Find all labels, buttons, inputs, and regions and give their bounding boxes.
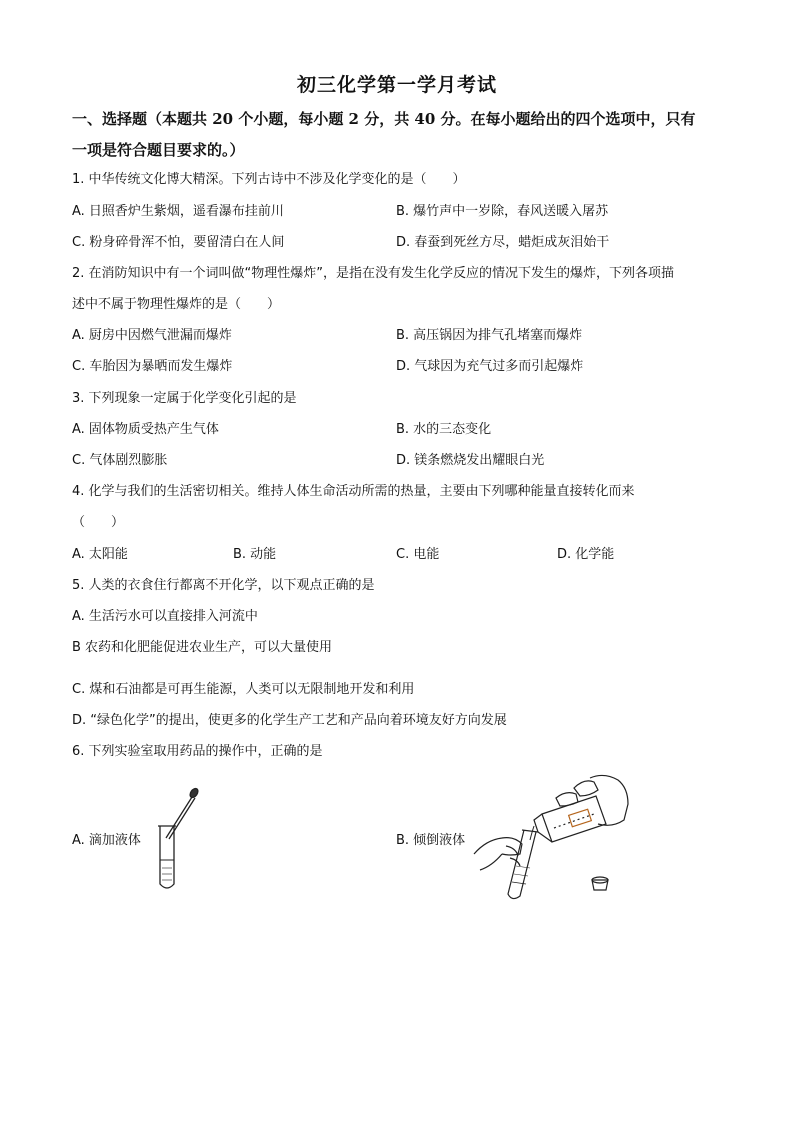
question-5-option-c: C. 煤和石油都是可再生能源，人类可以无限制地开发和利用 [72,682,415,697]
question-5-option-a: A. 生活污水可以直接排入河流中 [72,609,258,624]
pouring-liquid-figure [472,770,640,902]
question-3-option-b: B. 水的三态变化 [396,422,492,437]
question-4-option-c: C. 电能 [396,547,440,562]
question-3-stem: 3. 下列现象一定属于化学变化引起的是 [72,391,297,406]
question-3-option-d: D. 镁条燃烧发出耀眼白光 [396,453,545,468]
question-2-stem-line1: 2. 在消防知识中有一个词叫做“物理性爆炸”，是指在没有发生化学反应的情况下发生的爆炸，下列各项描 [72,266,675,281]
question-1-option-c: C. 粉身碎骨浑不怕，要留清白在人间 [72,235,285,250]
question-3-option-c: C. 气体剧烈膨胀 [72,453,168,468]
question-2-option-c: C. 车胎因为暴晒而发生爆炸 [72,359,233,374]
question-1-option-d: D. 春蚕到死丝方尽，蜡炬成灰泪始干 [396,235,610,250]
question-5-stem: 5. 人类的衣食住行都离不开化学，以下观点正确的是 [72,578,375,593]
question-6-option-a: A. 滴加液体 [72,833,141,848]
page-title: 初三化学第一学月考试 [296,74,497,96]
question-3-option-a: A. 固体物质受热产生气体 [72,422,219,437]
question-5-option-b: B 农药和化肥能促进农业生产，可以大量使用 [72,640,333,655]
question-2-option-b: B. 高压锅因为排气孔堵塞而爆炸 [396,328,583,343]
question-1-option-b: B. 爆竹声中一岁除，春风送暖入屠苏 [396,204,609,219]
question-4-option-b: B. 动能 [233,547,277,562]
dropper-test-tube-figure [150,786,200,892]
question-2-option-a: A. 厨房中因燃气泄漏而爆炸 [72,328,232,343]
section-heading-line1: 一、选择题（本题共 20 个小题，每小题 2 分，共 40 分。在每小题给出的四个选项中，只有 [72,110,696,128]
question-6-stem: 6. 下列实验室取用药品的操作中，正确的是 [72,744,323,759]
question-4-stem-line1: 4. 化学与我们的生活密切相关。维持人体生命活动所需的热量，主要由下列哪种能量直接转化而来 [72,484,635,499]
question-2-option-d: D. 气球因为充气过多而引起爆炸 [396,359,584,374]
question-4-option-a: A. 太阳能 [72,547,128,562]
question-1-option-a: A. 日照香炉生紫烟，遥看瀑布挂前川 [72,204,284,219]
question-6-option-b: B. 倾倒液体 [396,833,466,848]
section-heading-line2: 一项是符合题目要求的。） [72,141,245,159]
question-1-stem: 1. 中华传统文化博大精深。下列古诗中不涉及化学变化的是（ ） [72,172,466,187]
question-5-option-d: D. “绿色化学”的提出，使更多的化学生产工艺和产品向着环境友好方向发展 [72,713,507,728]
question-4-option-d: D. 化学能 [557,547,615,562]
question-4-stem-line2: （ ） [72,515,125,530]
question-2-stem-line2: 述中不属于物理性爆炸的是（ ） [72,297,281,312]
